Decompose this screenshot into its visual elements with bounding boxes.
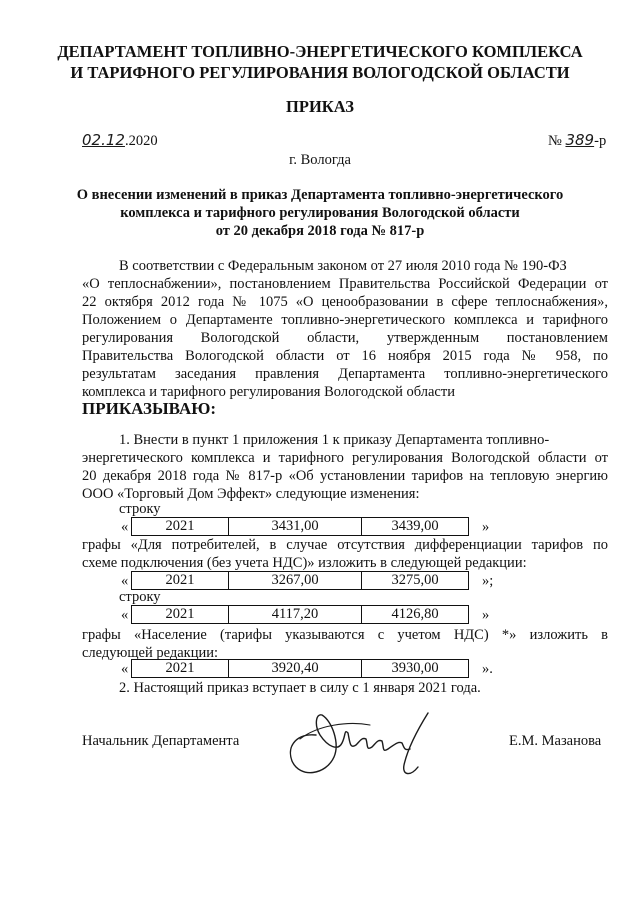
preamble-line: Правительства Вологодской области от 16 ноября 2015 года № 958, по xyxy=(82,348,608,364)
tariff-table-row2 xyxy=(131,571,469,590)
cell-year: 2021 xyxy=(132,572,229,590)
stroku-label: строку xyxy=(119,589,161,605)
open-quote: « xyxy=(121,573,129,589)
open-quote: « xyxy=(121,607,129,623)
graph1-line: графы «Для потребителей, в случае отсутствия дифференциации тарифов по xyxy=(82,537,608,553)
tariff-table-row3 xyxy=(131,605,469,624)
preamble-line: комплекса и тарифного регулирования Вологодской области xyxy=(82,384,455,400)
preamble-line: «О теплоснабжении», постановлением Правительства Российской Федерации от xyxy=(82,276,608,292)
department-name-line2: И ТАРИФНОГО РЕГУЛИРОВАНИЯ ВОЛОГОДСКОЙ ОБЛАСТИ xyxy=(70,63,570,82)
preamble-line: Положением о Департаменте топливно-энергетического комплекса и тарифного xyxy=(82,312,608,328)
order-word: ПРИКАЗЫВАЮ: xyxy=(82,399,217,418)
doc-number: № 389-р xyxy=(548,131,607,149)
doc-type: ПРИКАЗ xyxy=(286,97,354,116)
preamble-line: результатам заседания правления Департамента топливно-энергетического xyxy=(82,366,608,382)
cell-value1: 3267,00 xyxy=(229,572,362,590)
cell-year: 2021 xyxy=(132,660,229,678)
graph2-line: следующей редакции: xyxy=(82,645,219,661)
item1-line: ООО «Торговый Дом Эффект» следующие изменения: xyxy=(82,486,420,502)
cell-year: 2021 xyxy=(132,606,229,624)
preamble-line: В соответствии с Федеральным законом от 27 июля 2010 года № 190-ФЗ xyxy=(119,258,567,274)
item2: 2. Настоящий приказ вступает в силу с 1 января 2021 года. xyxy=(119,680,481,696)
graph2-line: графы «Население (тарифы указываются с учетом НДС) *» изложить в xyxy=(82,627,608,643)
close-quote: » xyxy=(482,519,490,535)
tariff-table-row4 xyxy=(131,659,469,678)
item1-line: энергетического комплекса и тарифного регулирования Вологодской области от xyxy=(82,450,608,466)
date-year: .2020 xyxy=(124,133,158,149)
item1-line: 20 декабря 2018 года № 817-р «Об установлении тарифов на тепловую энергию xyxy=(82,468,608,484)
cell-value2: 3439,00 xyxy=(362,518,469,536)
item1-line: 1. Внести в пункт 1 приложения 1 к приказу Департамента топливно- xyxy=(119,432,550,448)
preamble-line: 22 октября 2012 года № 1075 «О ценообразовании в сфере теплоснабжения», xyxy=(82,294,608,310)
tariff-table-row1 xyxy=(131,517,469,536)
cell-value2: 4126,80 xyxy=(362,606,469,624)
handwritten-number: 389 xyxy=(565,131,595,149)
doc-title-line1: О внесении изменений в приказ Департамента топливно-энергетического xyxy=(76,187,564,203)
signatory-name: Е.М. Мазанова xyxy=(509,733,602,749)
preamble-line: регулирования Вологодской области, утвержденным постановлением xyxy=(82,330,608,346)
department-name-line1: ДЕПАРТАМЕНТ ТОПЛИВНО-ЭНЕРГЕТИЧЕСКОГО КОМПЛЕКСА xyxy=(57,42,583,61)
cell-year: 2021 xyxy=(132,518,229,536)
cell-value2: 3275,00 xyxy=(362,572,469,590)
signatory-position: Начальник Департамента xyxy=(82,733,240,749)
doc-title-line3: от 20 декабря 2018 года № 817-р xyxy=(215,223,425,239)
city: г. Вологда xyxy=(289,152,351,168)
handwritten-signature xyxy=(278,695,458,785)
doc-title-line2: комплекса и тарифного регулирования Вологодской области xyxy=(120,205,520,221)
graph1-line: схеме подключения (без учета НДС)» изложить в следующей редакции: xyxy=(82,555,527,571)
handwritten-date: 02.12 xyxy=(82,131,125,149)
open-quote: « xyxy=(121,661,129,677)
cell-value1: 4117,20 xyxy=(229,606,362,624)
close-quote: » xyxy=(482,607,490,623)
cell-value1: 3431,00 xyxy=(229,518,362,536)
close-quote: ». xyxy=(482,661,493,677)
open-quote: « xyxy=(121,519,129,535)
close-quote: »; xyxy=(482,573,494,589)
stroku-label: строку xyxy=(119,501,161,517)
cell-value2: 3930,00 xyxy=(362,660,469,678)
cell-value1: 3920,40 xyxy=(229,660,362,678)
doc-date xyxy=(82,131,158,150)
